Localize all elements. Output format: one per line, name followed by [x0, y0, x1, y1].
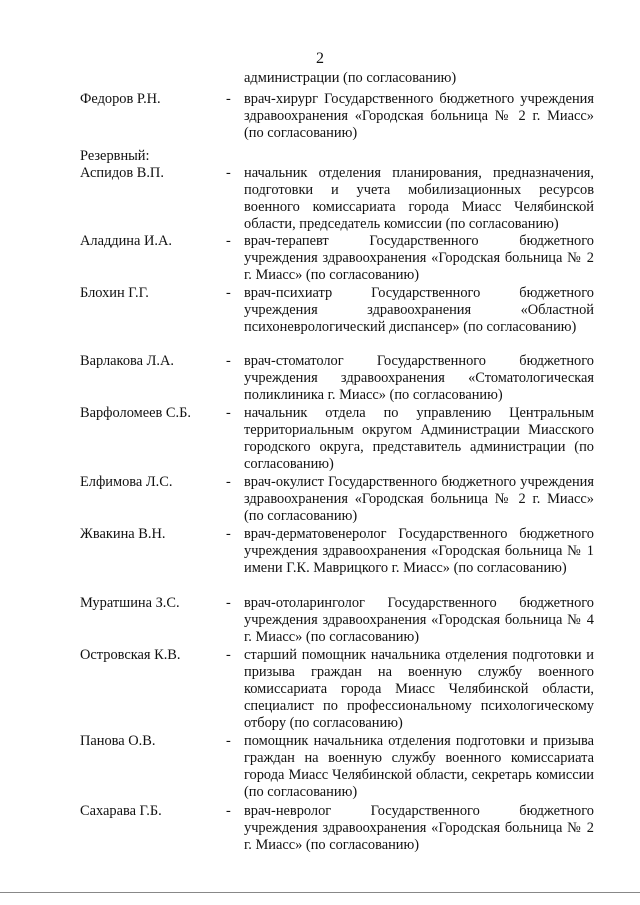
person-name: Варфоломеев С.Б.	[80, 405, 191, 421]
dash-separator: -	[226, 353, 231, 369]
person-position: врач-стоматолог Государственного бюджетного учреждения здравоохранения «Стоматологическая поликлиника г. Миасс» (по согласованию)	[244, 353, 594, 403]
dash-separator: -	[226, 803, 231, 819]
reserve-label: Резервный:	[80, 148, 150, 164]
person-position: врач-окулист Государственного бюджетного учреждения здравоохранения «Городская больница № 2 г. Миасс» (по согласованию)	[244, 474, 594, 524]
person-name: Сахарава Г.Б.	[80, 803, 162, 819]
person-name: Федоров Р.Н.	[80, 91, 161, 107]
person-position: начальник отдела по управлению Центральным территориальным округом Администрации Миасского городского округа, представитель администрации (по согласованию)	[244, 405, 594, 472]
bottom-rule	[0, 892, 640, 893]
dash-separator: -	[226, 647, 231, 663]
continuation-text: администрации (по согласованию)	[244, 70, 457, 86]
person-name: Муратшина З.С.	[80, 595, 180, 611]
continuation-line	[0, 70, 640, 93]
person-name: Жвакина В.Н.	[80, 526, 166, 542]
dash-separator: -	[226, 405, 231, 421]
dash-separator: -	[226, 233, 231, 249]
person-name: Аспидов В.П.	[80, 165, 164, 181]
person-name: Аладдина И.А.	[80, 233, 172, 249]
person-position: врач-отоларинголог Государственного бюджетного учреждения здравоохранения «Городская больница № 4 г. Миасс» (по согласованию)	[244, 595, 594, 645]
person-position: помощник начальника отделения подготовки и призыва граждан на военную службу военного комиссариата города Миасс Челябинской области, секретарь комиссии (по согласованию)	[244, 733, 594, 800]
page-number: 2	[316, 50, 324, 67]
person-name: Блохин Г.Г.	[80, 285, 149, 301]
person-name: Елфимова Л.С.	[80, 474, 173, 490]
person-position: врач-невролог Государственного бюджетного учреждения здравоохранения «Городская больница № 2 г. Миасс» (по согласованию)	[244, 803, 594, 853]
dash-separator: -	[226, 595, 231, 611]
dash-separator: -	[226, 474, 231, 490]
person-position: врач-терапевт Государственного бюджетного учреждения здравоохранения «Городская больница № 2 г. Миасс» (по согласованию)	[244, 233, 594, 283]
person-name: Варлакова Л.А.	[80, 353, 174, 369]
dash-separator: -	[226, 165, 231, 181]
dash-separator: -	[226, 526, 231, 542]
dash-separator: -	[226, 91, 231, 107]
person-position: старший помощник начальника отделения подготовки и призыва граждан на военную службу военного комиссариата города Миасс Челябинской области, специалист по профессиональному психологическому отбору (по согласованию)	[244, 647, 594, 731]
person-position: врач-хирург Государственного бюджетного учреждения здравоохранения «Городская больница № 2 г. Миасс» (по согласованию)	[244, 91, 594, 141]
dash-separator: -	[226, 733, 231, 749]
dash-separator: -	[226, 285, 231, 301]
person-position: начальник отделения планирования, предназначения, подготовки и учета мобилизационных ресурсов военного комиссариата города Миасс Челябинской области, председатель комиссии (по согласованию)	[244, 165, 594, 232]
person-name: Островская К.В.	[80, 647, 181, 663]
person-name: Панова О.В.	[80, 733, 156, 749]
person-position: врач-дерматовенеролог Государственного бюджетного учреждения здравоохранения «Городская больница № 1 имени Г.К. Маврицкого г. Миасс» (по согласованию)	[244, 526, 594, 576]
person-position: врач-психиатр Государственного бюджетного учреждения здравоохранения «Областной психоневрологический диспансер» (по согласованию)	[244, 285, 594, 335]
